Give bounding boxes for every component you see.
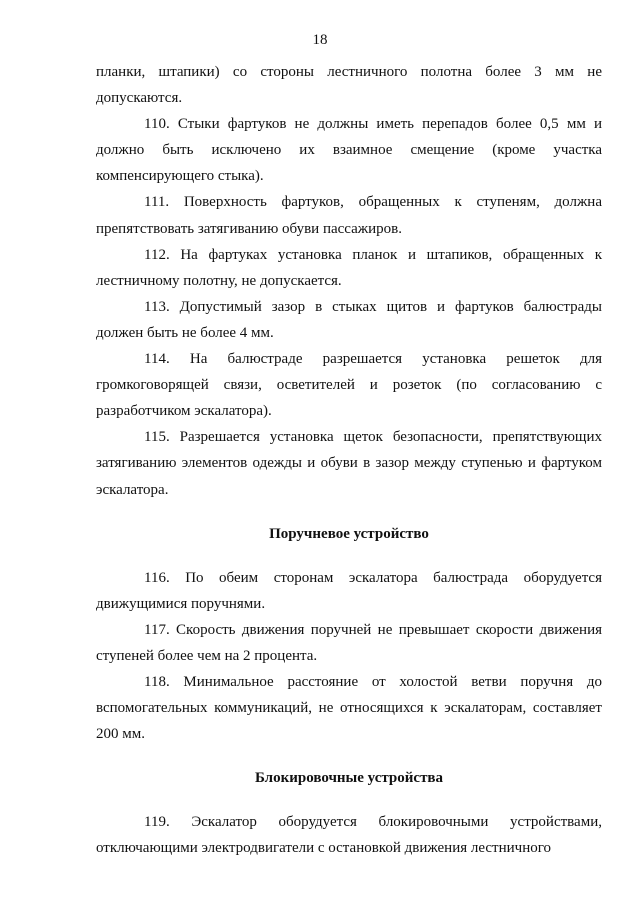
paragraph-117: 117. Скорость движения поручней не превышает скорости движения ступеней более чем на 2 процента. (96, 621, 602, 664)
paragraph-116: 116. По обеим сторонам эскалатора балюстрада оборудуется движущимися поручнями. (96, 569, 602, 612)
paragraph-113: 113. Допустимый зазор в стыках щитов и фартуков балюстрады должен быть не более 4 мм. (96, 298, 602, 341)
paragraph-118: 118. Минимальное расстояние от холостой ветви поручня до вспомогательных коммуникаций, не относящихся к эскалаторам, составляет 200 мм. (96, 673, 602, 743)
section-heading-interlocks: Блокировочные устройства (254, 770, 444, 787)
paragraph-110: 110. Стыки фартуков не должны иметь перепадов более 0,5 мм и должно быть исключено их взаимное смещение (кроме участка компенсирующего стыка). (96, 116, 602, 185)
paragraph-119: 119. Эскалатор оборудуется блокировочными устройствами, отключающими электродвигатели с остановкой движения лестничного (96, 814, 602, 857)
paragraph-112: 112. На фартуках установка планок и штапиков, обращенных к лестничному полотну, не допускается. (96, 246, 602, 289)
paragraph-continuation: планки, штапики) со стороны лестничного полотна более 3 мм не допускаются. (96, 64, 602, 107)
paragraph-115: 115. Разрешается установка щеток безопасности, препятствующих затягиванию элементов одежды и обуви в зазор между ступенью и фартуком эскалатора. (96, 429, 602, 498)
page-number: 18 (312, 32, 328, 48)
document-body (96, 59, 602, 861)
section-heading-handrail: Поручневое устройство (269, 525, 429, 542)
paragraph-111: 111. Поверхность фартуков, обращенных к ступеням, должна препятствовать затягиванию обуви пассажиров. (96, 194, 602, 237)
paragraph-114: 114. На балюстраде разрешается установка решеток для громкоговорящей связи, осветителей и розеток (по согласованию с разработчиком эскалатора). (96, 351, 602, 420)
